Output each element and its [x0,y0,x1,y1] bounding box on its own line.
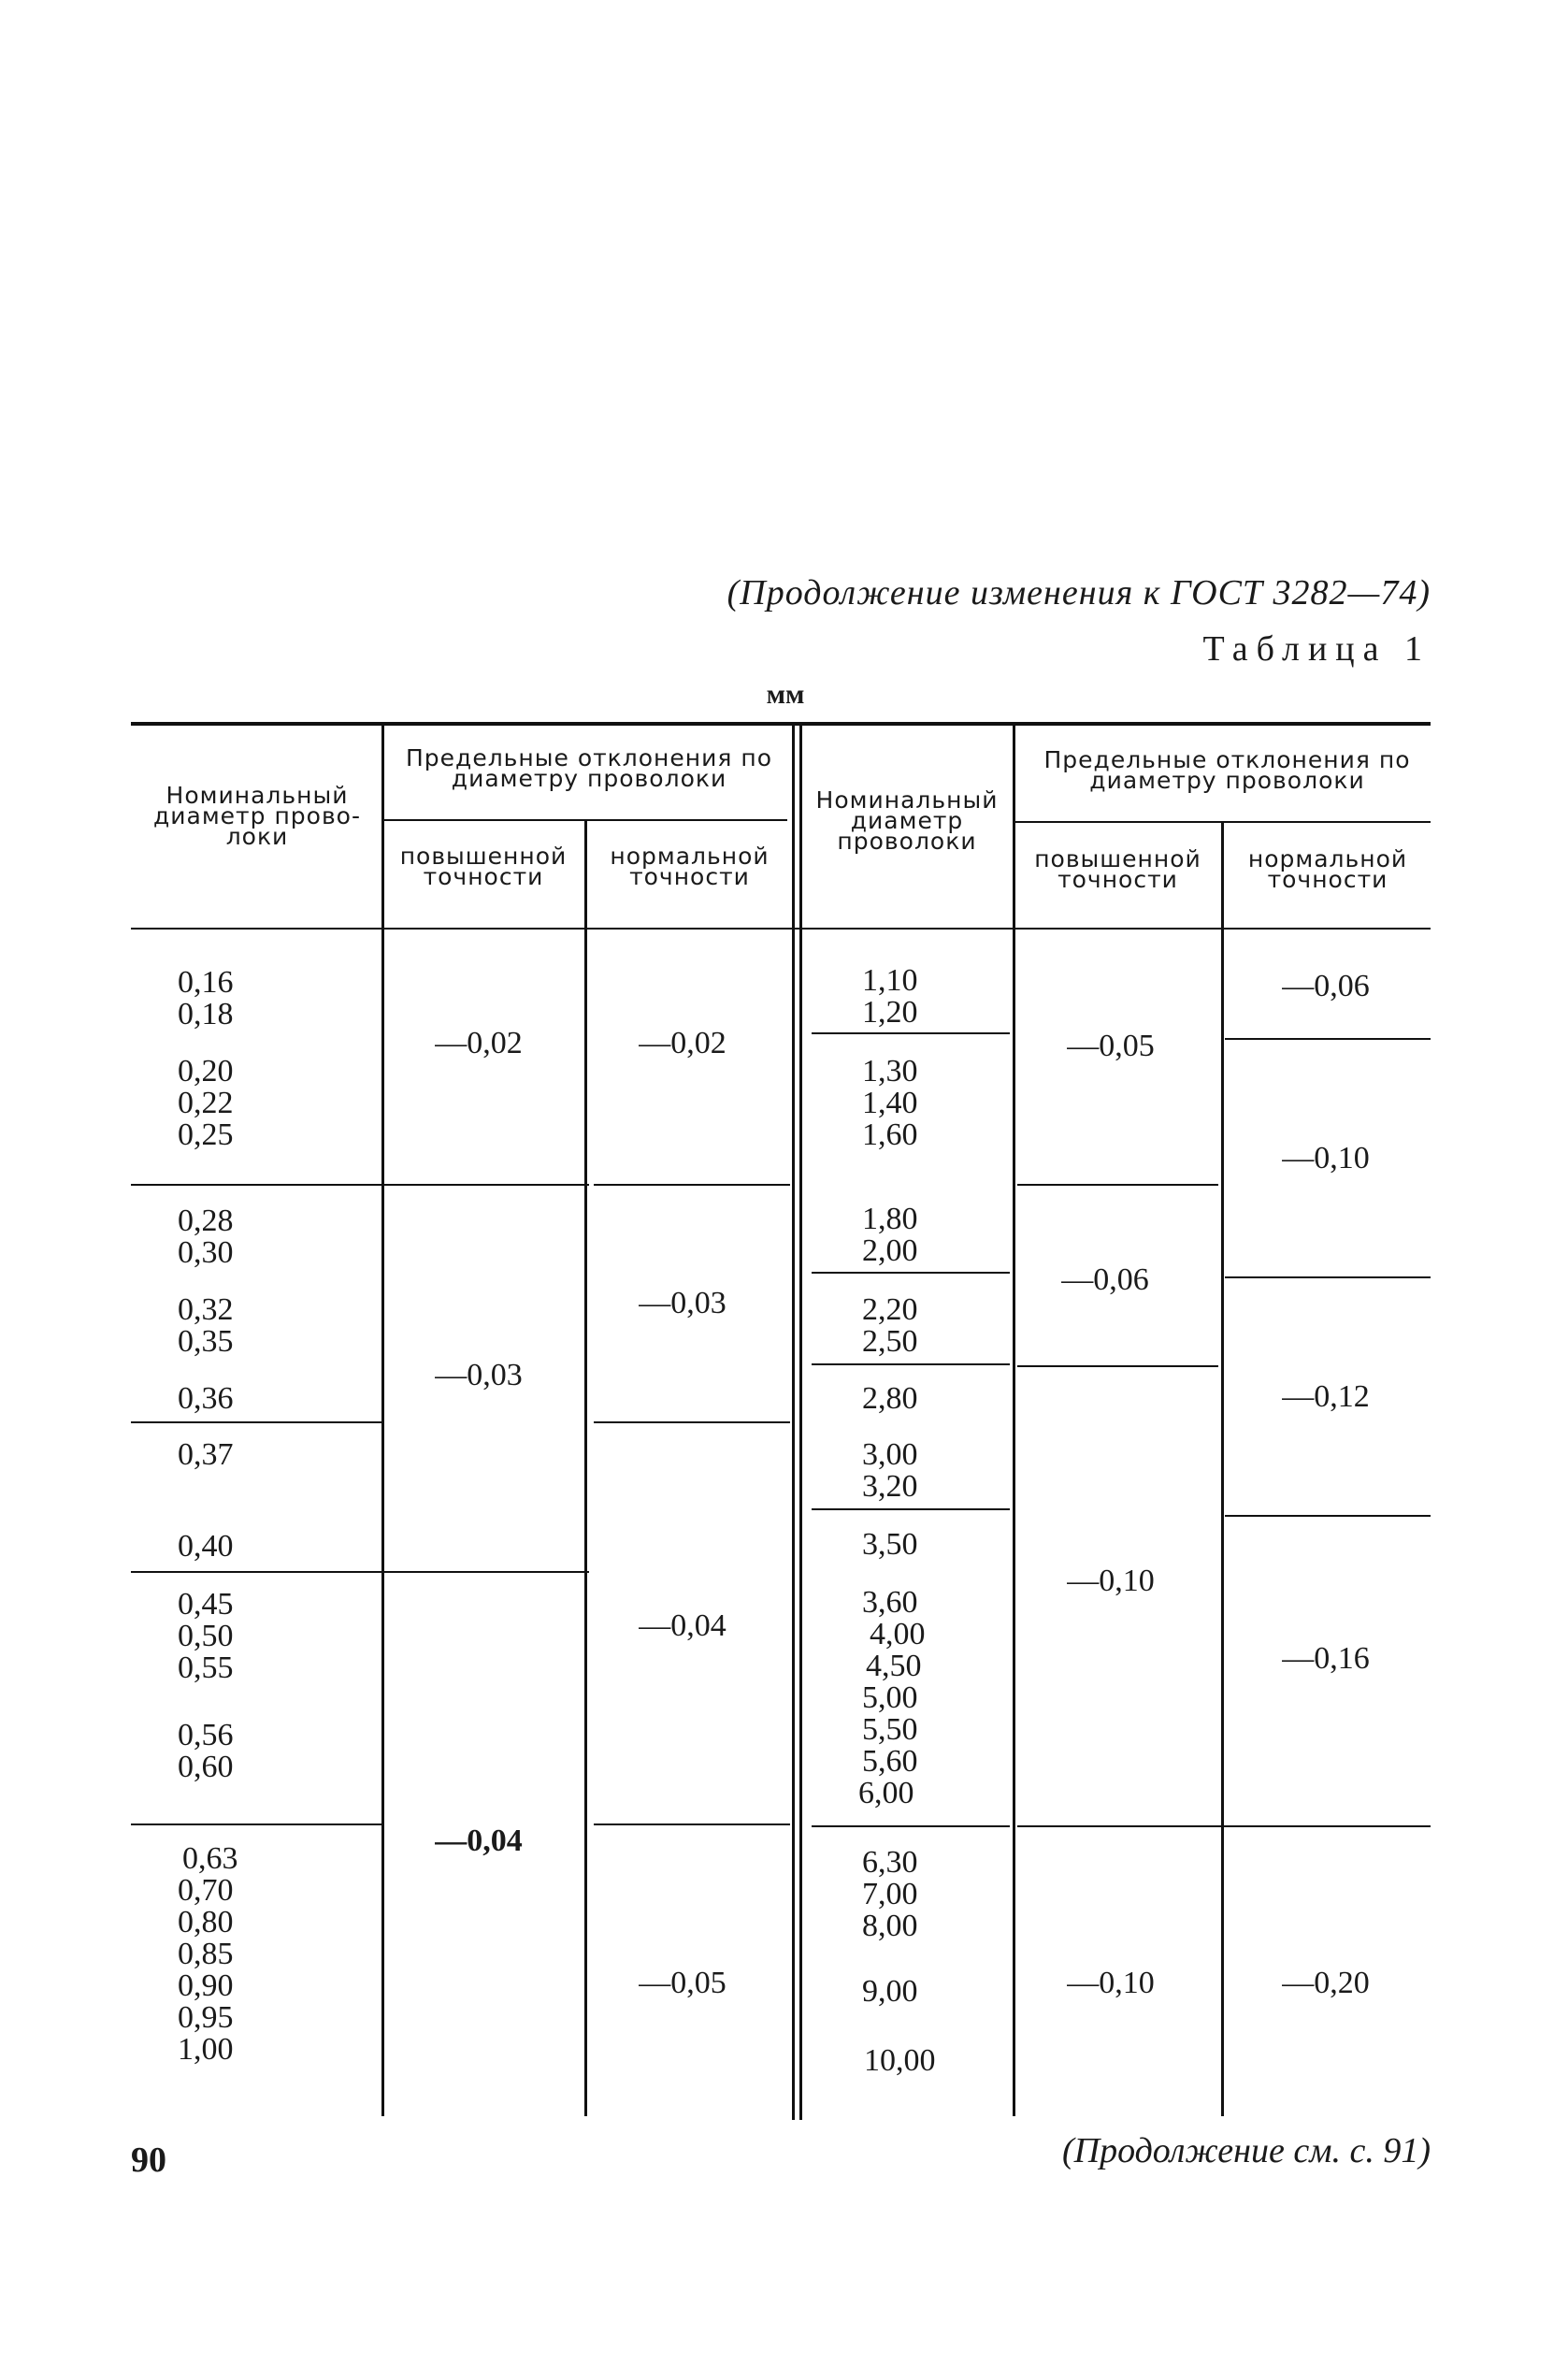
left-rule-1 [131,1184,589,1186]
right-diameter: 6,30 [862,1845,918,1880]
vline-2 [584,821,587,2116]
right-rule-k [1017,1825,1431,1827]
left-rule-4b [594,1823,790,1825]
right-normal-tolerance: —0,06 [1282,969,1370,1003]
right-diameter: 10,00 [864,2043,936,2078]
right-normal-tolerance: —0,16 [1282,1641,1370,1676]
right-diameter: 8,00 [862,1909,918,1943]
right-diameter: 2,50 [862,1324,918,1359]
left-rule-1b [594,1184,790,1186]
left-diameter: 0,30 [178,1235,234,1270]
left-diameter: 0,25 [178,1117,234,1152]
left-rule-2 [131,1421,381,1423]
right-diameter: 1,80 [862,1202,918,1236]
right-diameter: 5,60 [862,1744,918,1779]
left-diameter: 0,16 [178,965,234,1000]
left-diameter: 0,37 [178,1437,234,1472]
left-rule-4 [131,1823,381,1825]
left-diameter: 0,70 [178,1873,234,1908]
right-diameter: 1,10 [862,963,918,998]
vline-3b [799,725,802,2120]
right-diameter: 2,20 [862,1292,918,1327]
right-diameter: 3,20 [862,1469,918,1504]
right-rule-b [1225,1038,1431,1040]
right-diameter: 5,50 [862,1712,918,1747]
right-rule-e [1225,1276,1431,1278]
right-increased-tolerance: —0,10 [1067,1564,1155,1598]
right-diameter: 1,20 [862,995,918,1030]
header-bottom-rule [131,928,1431,930]
left-increased-tolerance: —0,02 [435,1026,523,1060]
continuation-footer: (Продолжение см. с. 91) [1061,2131,1431,2170]
right-diameter: 1,60 [862,1117,918,1152]
vline-5 [1221,823,1224,2116]
vline-1 [381,725,384,2116]
left-diameter: 1,00 [178,2032,234,2067]
right-diameter: 3,60 [862,1585,918,1620]
header-normal-right: нормальной точности [1247,845,1408,893]
table-top-rule [131,722,1431,726]
left-normal-tolerance: —0,02 [639,1026,726,1060]
right-diameter: 7,00 [862,1877,918,1911]
right-rule-a [812,1032,1010,1034]
units-label: мм [766,679,805,710]
left-diameter: 0,36 [178,1381,234,1416]
left-diameter: 0,60 [178,1750,234,1784]
left-normal-tolerance: —0,05 [639,1966,726,2000]
left-normal-tolerance: —0,03 [639,1286,726,1320]
right-diameter: 5,00 [862,1680,918,1715]
right-diameter: 3,50 [862,1527,918,1562]
left-diameter: 0,95 [178,2000,234,2035]
table-label: Таблица 1 [1202,629,1431,669]
left-diameter: 0,18 [178,997,234,1031]
left-normal-tolerance: —0,04 [639,1608,726,1643]
left-diameter: 0,35 [178,1324,234,1359]
header-tolerance-group-left: Предельные отклонения по диаметру проволоки [405,744,773,792]
left-diameter: 0,55 [178,1650,234,1685]
header-nominal-diameter-right: Номинальный диаметр проволоки [815,786,999,855]
left-diameter: 0,20 [178,1054,234,1088]
right-diameter: 4,00 [870,1617,926,1651]
right-rule-g [1017,1365,1218,1367]
continuation-header: (Продолжение изменения к ГОСТ 3282—74) [726,573,1431,613]
right-rule-h [812,1508,1010,1510]
header-nominal-diameter-left: Номинальный диаметр прово-локи [152,782,362,850]
left-rule-2b [594,1421,790,1423]
left-diameter: 0,22 [178,1086,234,1120]
left-diameter: 0,40 [178,1529,234,1564]
vline-4 [1013,725,1015,2116]
right-increased-tolerance: —0,06 [1061,1262,1149,1297]
left-diameter: 0,85 [178,1937,234,1971]
left-diameter: 0,56 [178,1718,234,1752]
right-diameter: 4,50 [866,1649,922,1683]
left-diameter: 0,63 [182,1841,238,1876]
right-increased-tolerance: —0,10 [1067,1966,1155,2000]
right-diameter: 1,40 [862,1086,918,1120]
left-diameter: 0,28 [178,1204,234,1238]
right-diameter: 6,00 [858,1776,914,1810]
left-diameter: 0,45 [178,1587,234,1622]
right-normal-tolerance: —0,12 [1282,1379,1370,1414]
right-rule-j [812,1825,1010,1827]
right-normal-tolerance: —0,10 [1282,1141,1370,1175]
left-rule-3 [131,1571,589,1573]
right-diameter: 2,00 [862,1233,918,1268]
page-number: 90 [131,2141,166,2180]
right-rule-i [1225,1515,1431,1517]
header-increased-right: повышенной точности [1034,845,1201,893]
header-normal-left: нормальной точности [610,843,770,890]
right-diameter: 9,00 [862,1974,918,2009]
right-rule-d [812,1272,1010,1274]
right-diameter: 3,00 [862,1437,918,1472]
left-diameter: 0,32 [178,1292,234,1327]
vline-3a [792,725,795,2120]
right-rule-f [812,1363,1010,1365]
left-increased-tolerance: —0,03 [435,1358,523,1392]
right-normal-tolerance: —0,20 [1282,1966,1370,2000]
right-increased-tolerance: —0,05 [1067,1029,1155,1063]
right-diameter: 2,80 [862,1381,918,1416]
left-increased-tolerance: —0,04 [435,1823,523,1858]
left-diameter: 0,90 [178,1968,234,2003]
left-diameter: 0,80 [178,1905,234,1939]
header-tolerance-group-right: Предельные отклонения по диаметру проволоки [1043,746,1411,794]
right-diameter: 1,30 [862,1054,918,1088]
left-diameter: 0,50 [178,1619,234,1653]
header-increased-left: повышенной точности [399,843,568,890]
right-rule-c [1017,1184,1218,1186]
